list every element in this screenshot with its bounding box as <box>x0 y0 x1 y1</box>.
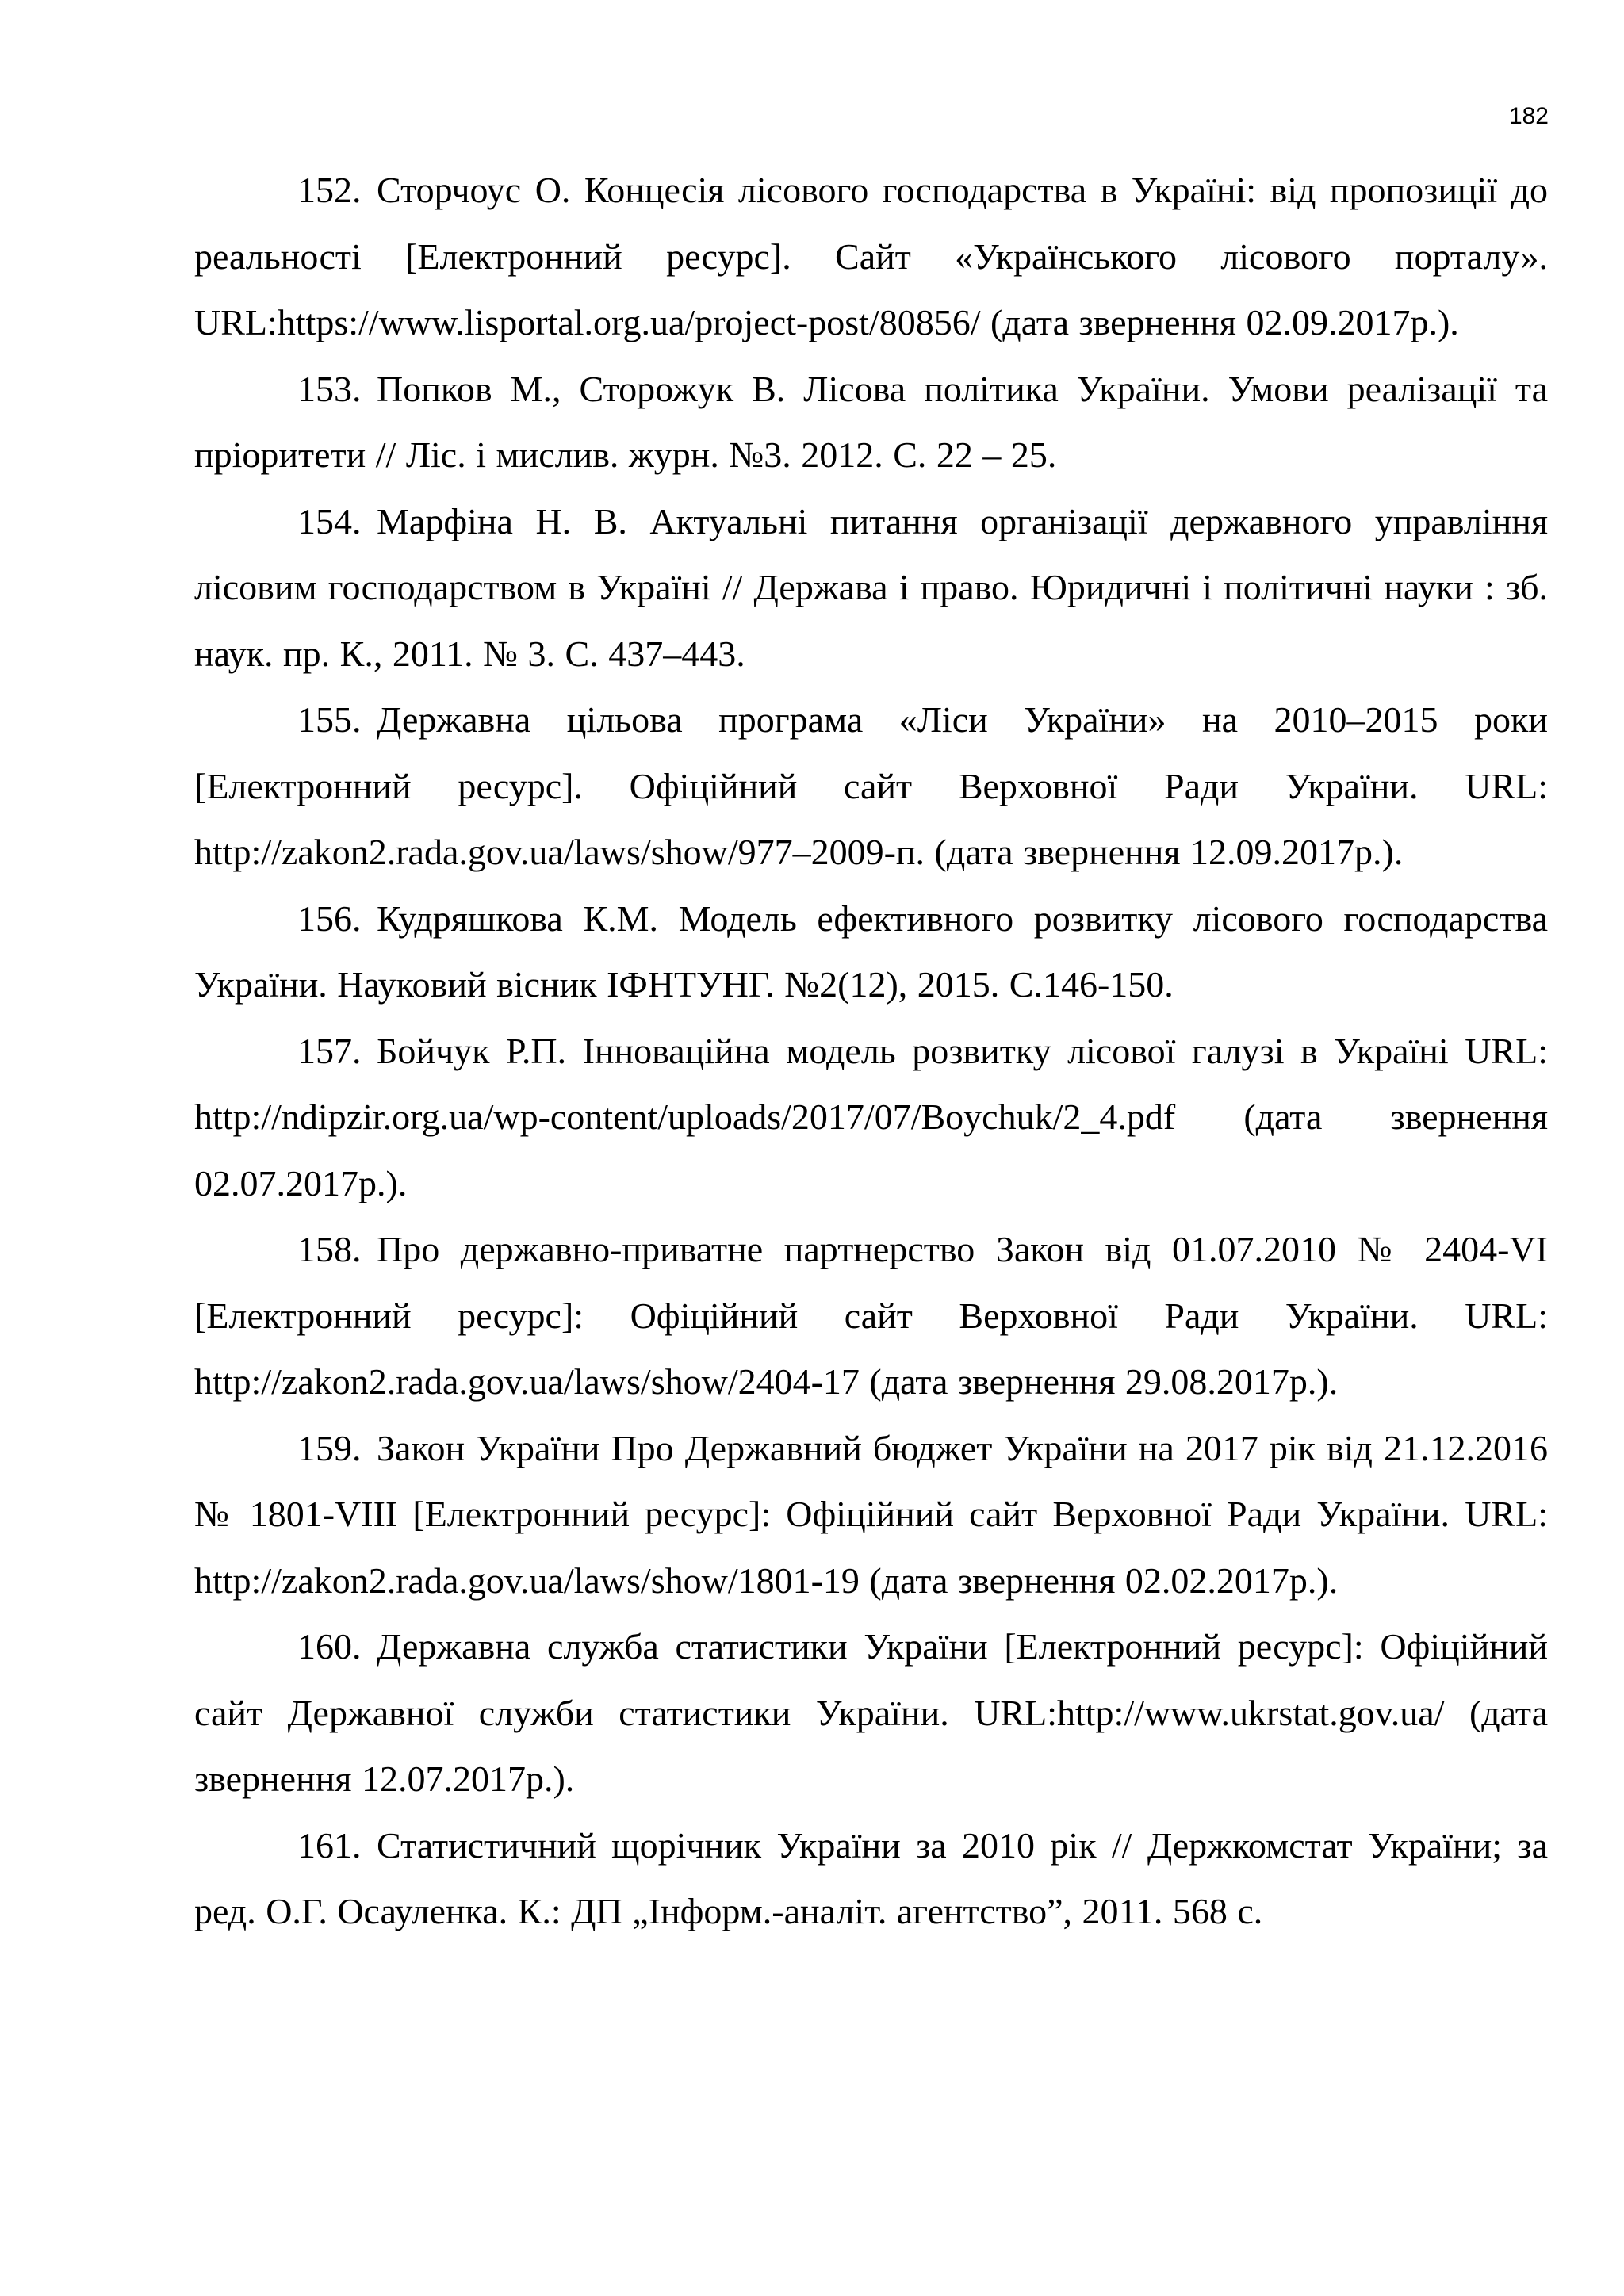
reference-text: Про державно-приватне партнерство Закон від 01.07.2010 № 2404-VI [Електронний ресурс]: Офіційний сайт Верховної Ради України. URL: http://zakon2.rada.gov.ua/laws/show/2404-17 (дата звернення 29.08.2017р.). <box>194 1229 1548 1402</box>
reference-item <box>194 157 1548 356</box>
reference-number: 159. <box>297 1427 362 1468</box>
reference-item <box>194 687 1548 886</box>
reference-number: 154. <box>297 500 362 541</box>
reference-text: Сторчоус О. Концесія лісового господарства в Україні: від пропозиції до реальності [Електронний ресурс]. Сайт «Українського лісового порталу». URL:https://www.lisportal.org.ua/project-post/80856/ (дата звернення 02.09.2017р.). <box>194 170 1548 342</box>
reference-text: Бойчук Р.П. Інноваційна модель розвитку лісової галузі в Україні URL: http://ndipzir.org.ua/wp-content/uploads/2017/07/Boychuk/2_4.pdf (дата звернення 02.07.2017р.). <box>194 1030 1548 1203</box>
reference-text: Попков М., Сторожук В. Лісова політика України. Умови реалізації та пріоритети // Ліс. і мислив. журн. №3. 2012. С. 22 – 25. <box>194 368 1548 475</box>
reference-number: 157. <box>297 1030 362 1071</box>
reference-item <box>194 488 1548 687</box>
page-number: 182 <box>1508 103 1549 129</box>
reference-text: Кудряшкова К.М. Модель ефективного розвитку лісового господарства України. Науковий вісник ІФНТУНГ. №2(12), 2015. С.146-150. <box>194 897 1548 1004</box>
reference-number: 160. <box>297 1626 362 1667</box>
reference-item <box>194 1415 1548 1614</box>
reference-list <box>194 157 1548 1945</box>
reference-item <box>194 1018 1548 1217</box>
reference-text: Державна служба статистики України [Електронний ресурс]: Офіційний сайт Державної служби статистики України. URL:http://www.ukrstat.gov.ua/ (дата звернення 12.07.2017р.). <box>194 1626 1548 1799</box>
reference-number: 161. <box>297 1824 362 1866</box>
reference-number: 156. <box>297 897 362 939</box>
reference-text: Державна цільова програма «Ліси України» на 2010–2015 роки [Електронний ресурс]. Офіційний сайт Верховної Ради України. URL: http://zakon2.rada.gov.ua/laws/show/977–2009-п. (дата звернення 12.09.2017р.). <box>194 699 1548 872</box>
reference-item <box>194 1216 1548 1415</box>
reference-item <box>194 1613 1548 1812</box>
reference-number: 152. <box>297 170 362 210</box>
reference-number: 158. <box>297 1229 362 1269</box>
reference-text: Статистичний щорічник України за 2010 рік // Держкомстат України; за ред. О.Г. Осауленка. К.: ДП „Інформ.-аналіт. агентство”, 2011. 568 с. <box>194 1824 1548 1931</box>
reference-number: 155. <box>297 699 362 740</box>
reference-item <box>194 886 1548 1018</box>
reference-number: 153. <box>297 368 362 409</box>
reference-text: Закон України Про Державний бюджет України на 2017 рік від 21.12.2016 № 1801-VIII [Електронний ресурс]: Офіційний сайт Верховної Ради України. URL: http://zakon2.rada.gov.ua/laws/show/1801-19 (дата звернення 02.02.2017р.). <box>194 1427 1548 1601</box>
reference-item <box>194 356 1548 488</box>
reference-text: Марфіна Н. В. Актуальні питання організації державного управління лісовим господарством в Україні // Держава і право. Юридичні і політичні науки : зб. наук. пр. К., 2011. № 3. С. 437–443. <box>194 500 1548 674</box>
reference-item <box>194 1812 1548 1945</box>
